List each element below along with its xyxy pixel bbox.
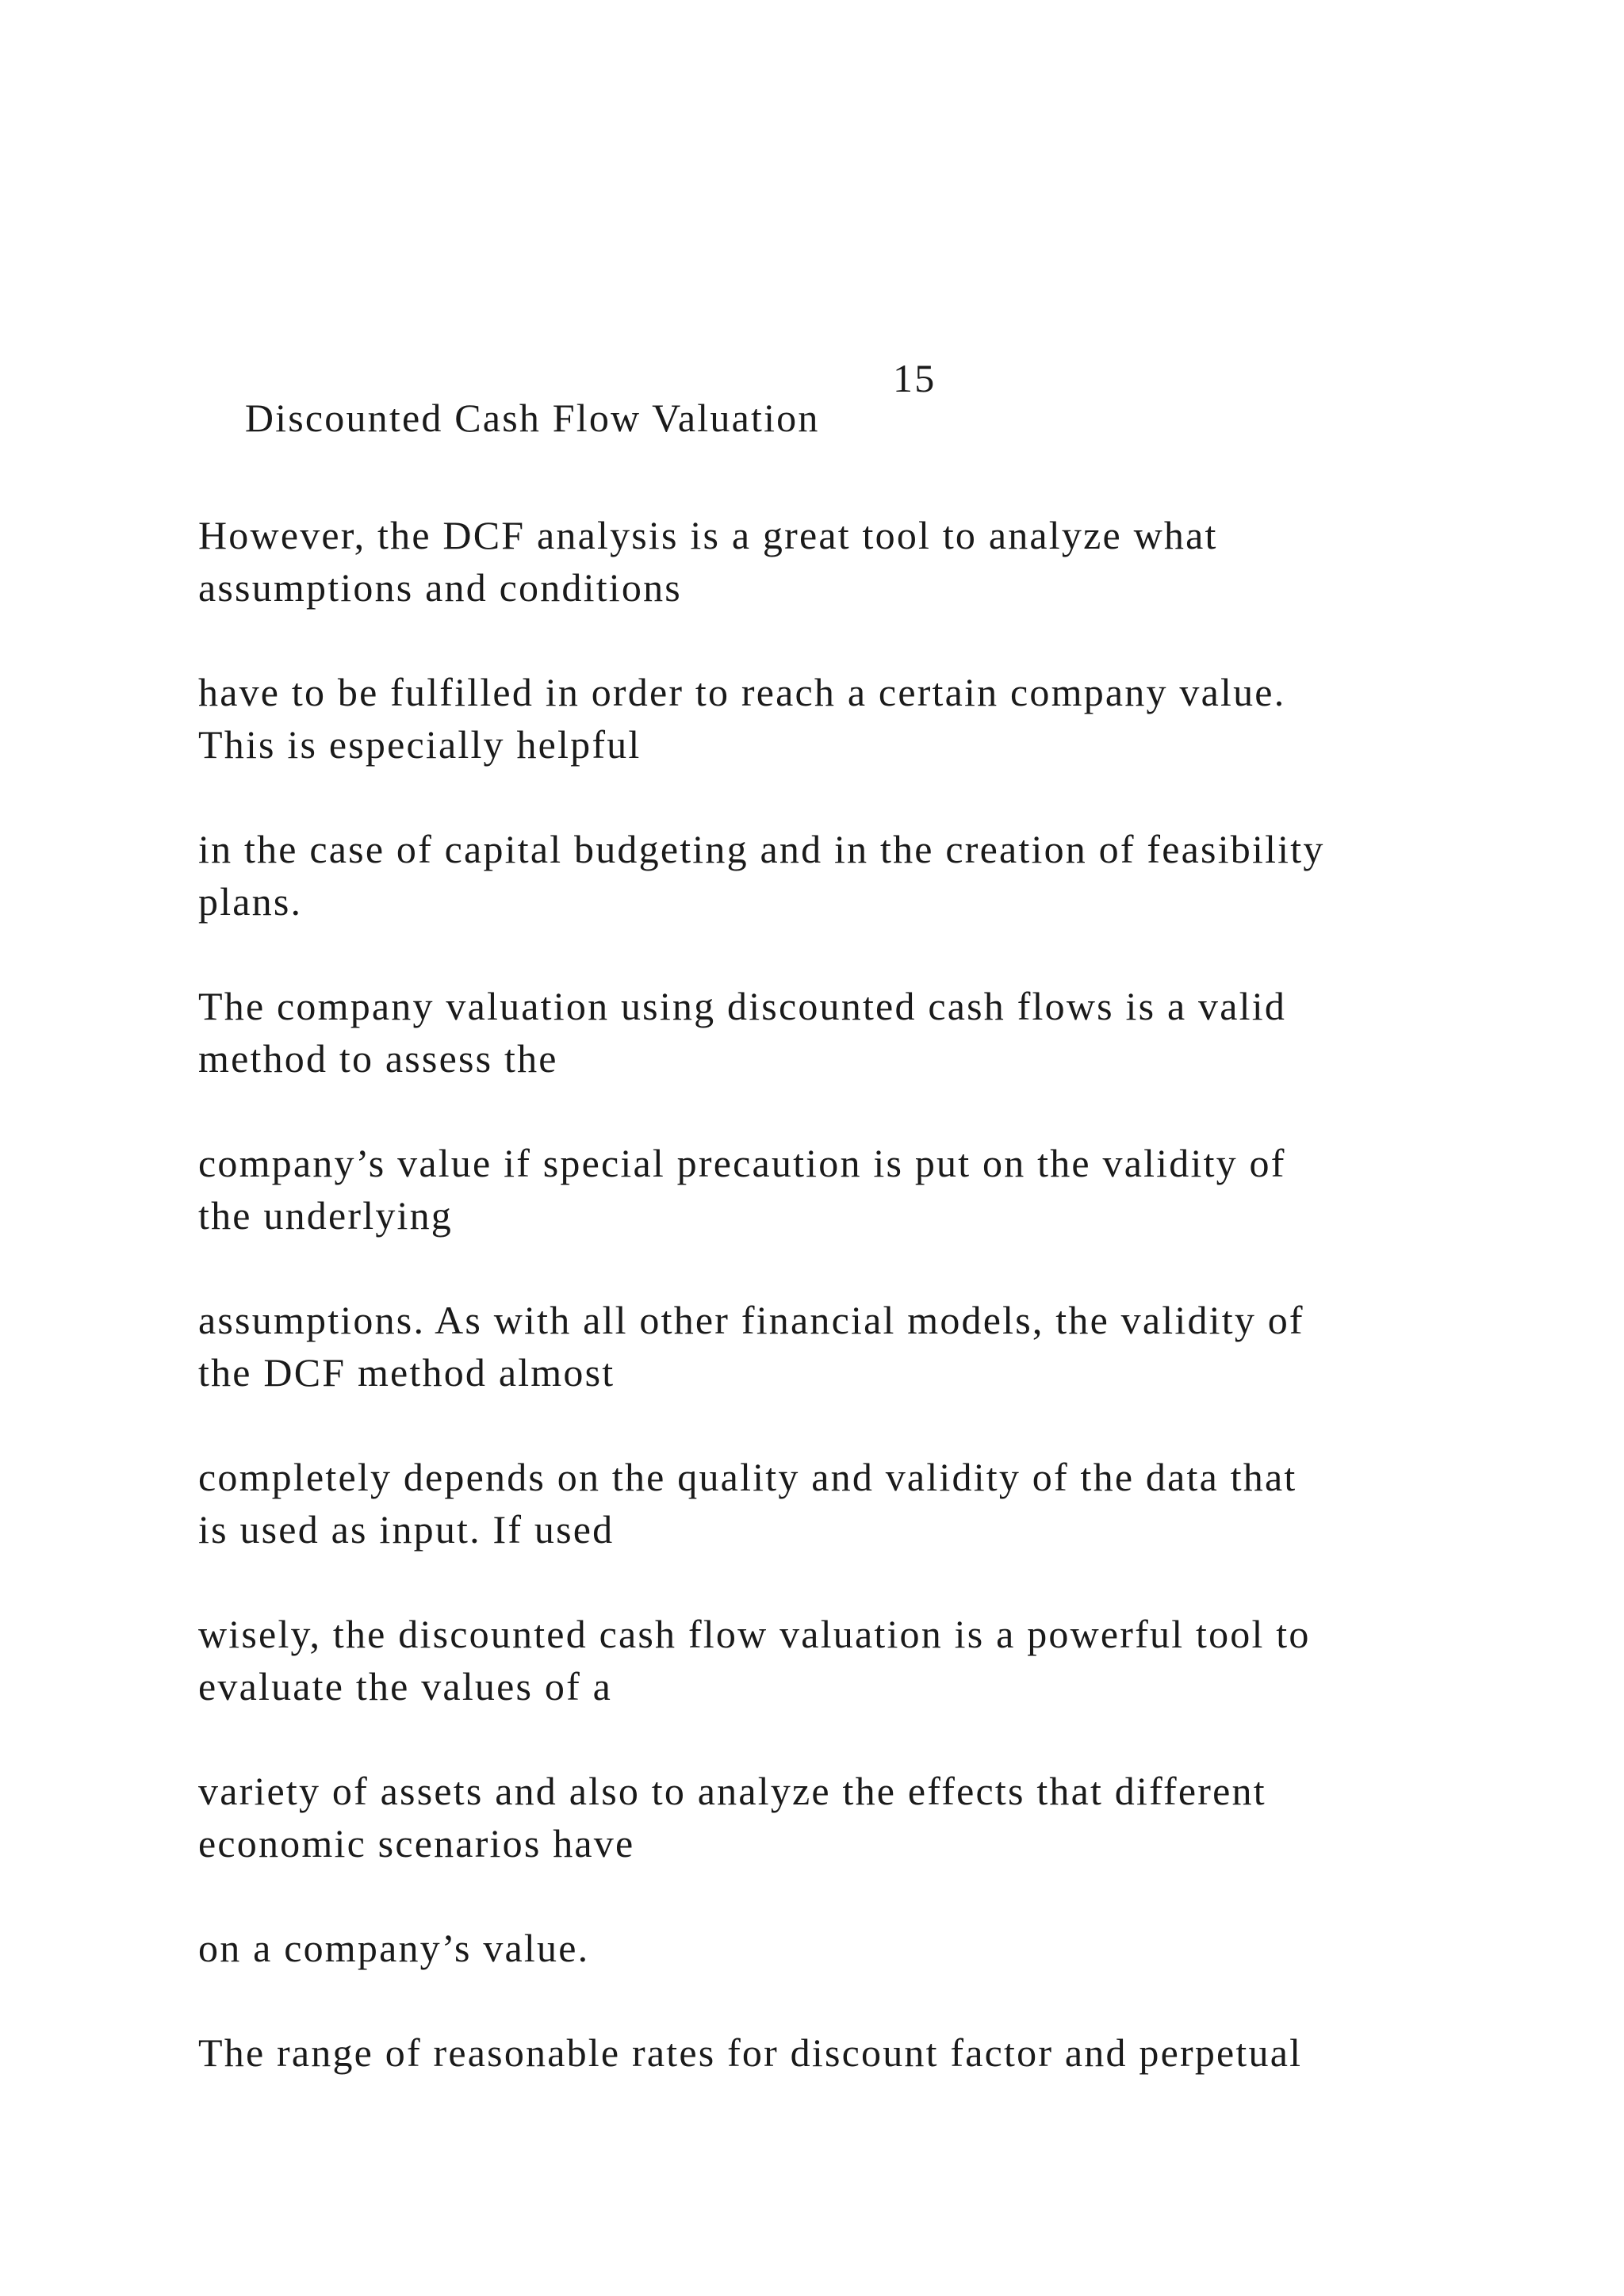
text-line: This is especially helpful <box>198 722 642 767</box>
text-line: assumptions. As with all other financial models, the validity of <box>198 1298 1304 1342</box>
text-line: variety of assets and also to analyze the effects that different <box>198 1769 1266 1813</box>
text-line: on a company’s value. <box>198 1926 590 1970</box>
text-line: in the case of capital budgeting and in the creation of feasibility <box>198 827 1325 871</box>
text-line: However, the DCF analysis is a great tool to analyze what <box>198 513 1218 557</box>
text-line: completely depends on the quality and validity of the data that <box>198 1455 1297 1499</box>
text-line: plans. <box>198 879 303 924</box>
page-number: 15 <box>893 356 936 400</box>
text-line: assumptions and conditions <box>198 565 682 610</box>
text-line: The company valuation using discounted cash flows is a valid <box>198 984 1287 1028</box>
text-line: have to be fulfilled in order to reach a certain company value. <box>198 670 1286 714</box>
text-line: method to assess the <box>198 1036 558 1081</box>
text-line: economic scenarios have <box>198 1821 635 1866</box>
text-line: company’s value if special precaution is put on the validity of <box>198 1141 1286 1185</box>
text-line: wisely, the discounted cash flow valuation is a powerful tool to <box>198 1612 1311 1656</box>
running-header <box>198 356 936 517</box>
text-line: the DCF method almost <box>198 1350 615 1395</box>
text-line: evaluate the values of a <box>198 1664 613 1709</box>
text-line: the underlying <box>198 1193 454 1238</box>
text-line: is used as input. If used <box>198 1507 615 1552</box>
header-title: Discounted Cash Flow Valuation <box>244 396 820 440</box>
text-line: The range of reasonable rates for discount factor and perpetual <box>198 2030 1303 2075</box>
